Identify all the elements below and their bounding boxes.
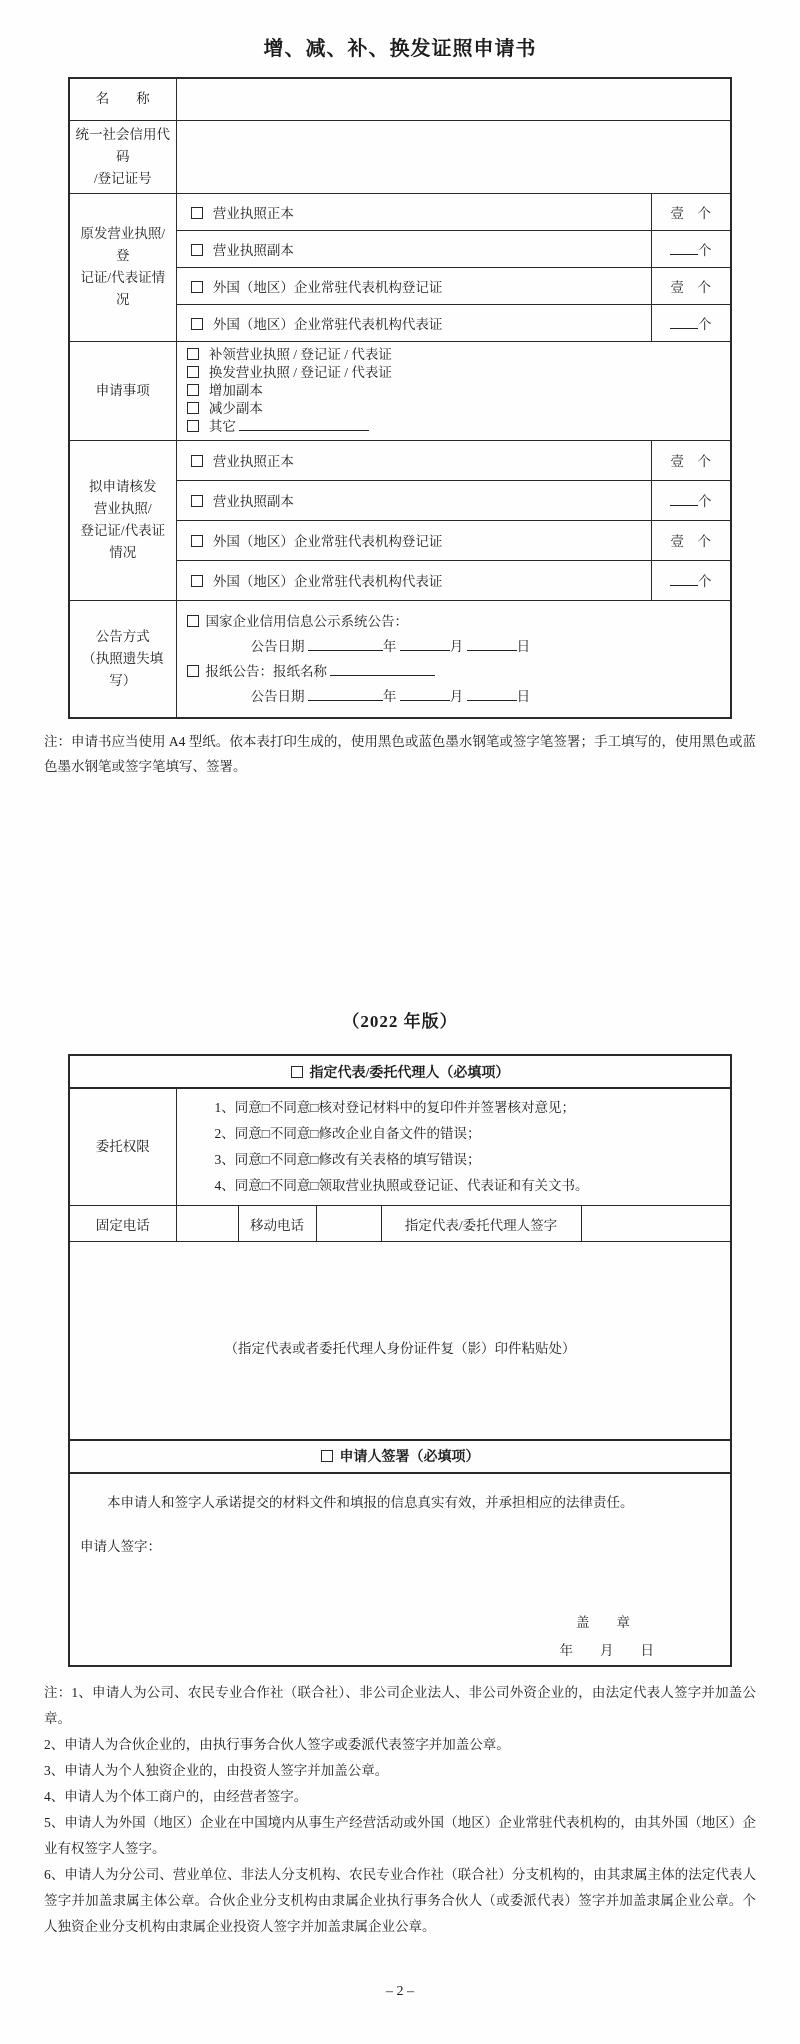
renewal-item-count — [651, 480, 731, 520]
checkbox-announce-newspaper[interactable] — [187, 665, 199, 677]
apply-item-row — [187, 382, 725, 400]
renewal-item-label: 营业执照正本 — [212, 454, 294, 469]
checkbox-announce-system[interactable] — [187, 615, 199, 627]
original-item-label: 外国（地区）企业常驻代表机构代表证 — [212, 316, 443, 332]
original-item-count — [651, 267, 731, 304]
checkbox-apply-other[interactable] — [187, 420, 199, 432]
footnote-item: 6、申请人为分公司、营业单位、非法人分支机构、农民专业合作社（联合社）分支机构的，由其隶属主体的法定代表人签字并加盖隶属主体公章。合伙企业分支机构由隶属企业执行事务合伙人（或委派代表）签字并加盖隶属企业公章。个人独资企业分支机构由隶属企业投资人签字并加盖隶属企业公章。 — [44, 1866, 756, 1934]
renewal-section-label — [69, 440, 176, 600]
fixed-phone-label: 固定电话 — [69, 1206, 176, 1242]
renewal-label-line3: 登记证/代表证 — [80, 523, 166, 538]
announce-date-label: 公告日期 — [250, 688, 305, 704]
credit-code-input-cell[interactable] — [176, 120, 731, 193]
count-unit: 个 — [698, 494, 712, 509]
renewal-item-label: 营业执照副本 — [212, 494, 294, 509]
delegate-form-table — [68, 1054, 732, 1667]
checkbox-renewal-foreign-representative[interactable] — [191, 575, 203, 587]
checkbox-apply-reduce-duplicate[interactable] — [187, 402, 199, 414]
original-item-row — [176, 193, 651, 230]
checkbox-apply-reissue[interactable] — [187, 348, 199, 360]
original-item-count — [651, 193, 731, 230]
apply-item-label: 补领营业执照 / 登记证 / 代表证 — [208, 346, 392, 362]
count-text: 壹 个 — [670, 205, 711, 221]
renewal-item-count — [651, 520, 731, 560]
mobile-phone-label: 移动电话 — [238, 1206, 316, 1242]
announce-newspaper-label: 报纸公告：报纸名称 — [205, 663, 327, 679]
id-copy-paste-area[interactable]: （指定代表或者委托代理人身份证件复（影）印件粘贴处） — [69, 1242, 731, 1440]
promise-statement: 本申请人和签字人承诺提交的材料文件和填报的信息真实有效，并承担相应的法律责任。 — [107, 1495, 634, 1510]
count-blank-line[interactable] — [670, 573, 698, 586]
announce-section-label — [69, 600, 176, 718]
credit-code-label — [69, 120, 176, 193]
page-title: 增、减、补、换发证照申请书 — [263, 38, 537, 60]
name-input-cell[interactable] — [176, 78, 731, 120]
checkbox-original-license-duplicate[interactable] — [191, 244, 203, 256]
count-text: 壹 个 — [670, 534, 711, 549]
month-blank-line[interactable] — [400, 638, 450, 651]
checkbox-apply-add-duplicate[interactable] — [187, 384, 199, 396]
footnote-item: 4、申请人为个体工商户的，由经营者签字。 — [44, 1788, 308, 1804]
page-number: – 2 – — [386, 1983, 414, 1999]
announce-system-label: 国家企业信用信息公示系统公告： — [205, 613, 408, 629]
apply-item-row — [187, 418, 725, 436]
apply-item-row — [187, 400, 725, 418]
footnotes — [44, 1680, 756, 1940]
month-label: 月 — [449, 638, 464, 654]
checkbox-delegate-header[interactable] — [291, 1066, 303, 1078]
count-unit: 个 — [698, 242, 712, 258]
applicant-header-cell — [69, 1440, 731, 1473]
count-text: 壹 个 — [670, 454, 711, 469]
authority-items-cell — [176, 1088, 731, 1206]
apply-item-row — [187, 364, 725, 382]
announce-date-label: 公告日期 — [250, 638, 305, 654]
authority-item: 2、同意□不同意□修改企业自备文件的错误； — [214, 1126, 481, 1141]
day-blank-line[interactable] — [467, 688, 517, 701]
checkbox-renewal-license-original[interactable] — [191, 455, 203, 467]
credit-code-label-line2: /登记证号 — [93, 170, 152, 186]
delegate-signature-label: 指定代表/委托代理人签字 — [381, 1206, 581, 1242]
month-label: 月 — [449, 688, 464, 704]
authority-item: 4、同意□不同意□领取营业执照或登记证、代表证和有关文书。 — [214, 1178, 589, 1193]
original-item-row — [176, 304, 651, 341]
fixed-phone-input-cell[interactable] — [176, 1206, 238, 1242]
month-blank-line[interactable] — [400, 688, 450, 701]
original-item-count — [651, 304, 731, 341]
original-section-label — [69, 193, 176, 341]
count-unit: 个 — [698, 316, 712, 332]
authority-label: 委托权限 — [69, 1088, 176, 1206]
checkbox-original-foreign-registration[interactable] — [191, 281, 203, 293]
original-section-label-line1: 原发营业执照/登 — [80, 226, 166, 263]
announce-system-row — [187, 609, 725, 634]
count-blank-line[interactable] — [670, 493, 698, 506]
renewal-item-row — [176, 560, 651, 600]
announce-system-date-row — [187, 634, 725, 659]
renewal-label-line4: 情况 — [109, 545, 137, 560]
seal-label: 盖 章 — [576, 1615, 630, 1630]
original-item-label: 外国（地区）企业常驻代表机构登记证 — [212, 279, 443, 295]
count-unit: 个 — [698, 574, 712, 589]
renewal-label-line2: 营业执照/ — [93, 501, 152, 516]
announce-label-line2: （执照遗失填写） — [82, 650, 164, 688]
year-blank-line[interactable] — [308, 638, 383, 651]
footnote-item: 2、申请人为合伙企业的，由执行事务合伙人签字或委派代表签字并加盖公章。 — [44, 1736, 510, 1752]
authority-item: 1、同意□不同意□核对登记材料中的复印件并签署核对意见； — [214, 1100, 576, 1115]
renewal-item-label: 外国（地区）企业常驻代表机构登记证 — [212, 534, 443, 549]
announce-label-line1: 公告方式 — [95, 628, 150, 644]
day-label: 日 — [516, 688, 531, 704]
footnote-item: 3、申请人为个人独资企业的，由投资人签字并加盖公章。 — [44, 1762, 389, 1778]
checkbox-renewal-license-duplicate[interactable] — [191, 495, 203, 507]
delegate-header-label: 指定代表/委托代理人（必填项） — [309, 1065, 510, 1081]
checkbox-original-foreign-representative[interactable] — [191, 318, 203, 330]
checkbox-applicant-header[interactable] — [321, 1450, 333, 1462]
checkbox-apply-replace[interactable] — [187, 366, 199, 378]
footnote-item: 注：1、申请人为公司、农民专业合作社（联合社）、非公司企业法人、非公司外资企业的，由法定代表人签字并加盖公章。 — [44, 1684, 756, 1726]
credit-code-label-line1: 统一社会信用代码 — [75, 126, 170, 164]
original-item-row — [176, 267, 651, 304]
renewal-label-line1: 拟申请核发 — [89, 479, 157, 494]
renewal-item-count — [651, 560, 731, 600]
renewal-item-row — [176, 440, 651, 480]
checkbox-original-license-original[interactable] — [191, 207, 203, 219]
delegate-signature-input-cell[interactable] — [581, 1206, 731, 1242]
mobile-phone-input-cell[interactable] — [316, 1206, 381, 1242]
applicant-sign-cell — [69, 1473, 731, 1666]
original-item-label: 营业执照正本 — [212, 205, 294, 221]
apply-item-label: 换发营业执照 / 登记证 / 代表证 — [208, 364, 392, 380]
applicant-header-label: 申请人签署（必填项） — [339, 1450, 480, 1465]
original-section-label-line2: 记证/代表证情况 — [80, 270, 166, 307]
apply-item-label: 减少副本 — [208, 400, 263, 416]
apply-section-label: 申请事项 — [69, 341, 176, 440]
renewal-item-count — [651, 440, 731, 480]
original-item-row — [176, 230, 651, 267]
delegate-header-cell — [69, 1055, 731, 1088]
authority-item: 3、同意□不同意□修改有关表格的填写错误； — [214, 1152, 481, 1167]
other-blank-line[interactable] — [239, 418, 369, 431]
day-blank-line[interactable] — [467, 638, 517, 651]
paper-note: 注：申请书应当使用 A4 型纸。依本表打印生成的，使用黑色或蓝色墨水钢笔或签字笔签署；手工填写的，使用黑色或蓝色墨水钢笔或签字笔填写、签署。 — [44, 734, 756, 774]
year-label: 年 — [382, 638, 397, 654]
main-form-table — [68, 77, 732, 719]
checkbox-renewal-foreign-registration[interactable] — [191, 535, 203, 547]
apply-items-cell — [176, 341, 731, 440]
renewal-item-row — [176, 480, 651, 520]
renewal-item-label: 外国（地区）企业常驻代表机构代表证 — [212, 574, 443, 589]
newspaper-name-blank-line[interactable] — [330, 663, 435, 676]
name-label: 名 称 — [69, 78, 176, 120]
announce-newspaper-date-row — [187, 684, 725, 709]
count-blank-line[interactable] — [670, 316, 698, 329]
year-blank-line[interactable] — [308, 688, 383, 701]
original-item-count — [651, 230, 731, 267]
count-text: 壹 个 — [670, 279, 711, 295]
footnote-item: 5、申请人为外国（地区）企业在中国境内从事生产经营活动或外国（地区）企业常驻代表机构的，由其外国（地区）企业有权签字人签字。 — [44, 1814, 756, 1856]
announce-cell — [176, 600, 731, 718]
applicant-signature-label: 申请人签字： — [80, 1539, 161, 1554]
original-item-label: 营业执照副本 — [212, 242, 294, 258]
version-label: （2022 年版） — [342, 1012, 458, 1031]
announce-newspaper-row — [187, 659, 725, 684]
year-label: 年 — [382, 688, 397, 704]
apply-item-label: 增加副本 — [208, 382, 263, 398]
count-blank-line[interactable] — [670, 242, 698, 255]
apply-item-row — [187, 346, 725, 364]
renewal-item-row — [176, 520, 651, 560]
apply-item-label: 其它 — [208, 418, 236, 434]
sign-date-label: 年 月 日 — [559, 1643, 654, 1658]
day-label: 日 — [516, 638, 531, 654]
